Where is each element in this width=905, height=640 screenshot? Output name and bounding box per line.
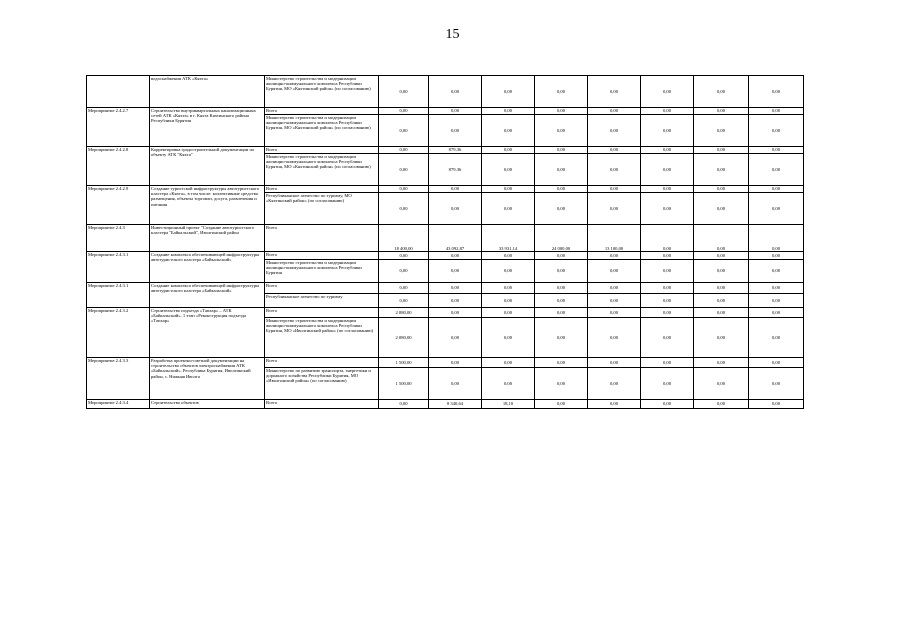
funding-source-cell: Министерство строительства и модернизации жилищно-коммунального комплекса Республики Бурятия, МО «Кяхтинский район» (по согласованию): [265, 154, 379, 186]
value-cell: 0,00: [429, 358, 482, 368]
value-cell: 0,00: [535, 294, 588, 308]
activity-name-cell: водоснабжения АТК «Кяхта»: [150, 76, 265, 108]
budget-table: [86, 75, 804, 409]
value-cell: 0,00: [694, 252, 749, 260]
value-cell: 0,00: [694, 115, 749, 147]
value-cell: 0,00: [588, 147, 641, 154]
value-cell: 0,00: [588, 260, 641, 283]
value-cell: 0,00: [535, 186, 588, 193]
activity-name-cell: Инвестиционный проект "Создание автотуристского кластера "Байкальский", Иволгинский район: [150, 225, 265, 252]
value-cell: 0,00: [429, 260, 482, 283]
value-cell: 0,00: [429, 252, 482, 260]
funding-source-cell: Республиканское агентство по туризму, МО «Кяхтинский район» (по согласованию): [265, 193, 379, 225]
value-cell: 0,00: [749, 318, 804, 358]
value-cell: 0,00: [641, 358, 694, 368]
value-cell: 0,00: [588, 193, 641, 225]
value-cell: 0,00: [379, 115, 429, 147]
value-cell: 0,00: [379, 294, 429, 308]
value-cell: 0,00: [429, 186, 482, 193]
funding-source-cell: Министерство строительства и модернизации жилищно-коммунального комплекса Республики Бурятия: [265, 260, 379, 283]
value-cell: 0,00: [694, 358, 749, 368]
page-number: 15: [445, 27, 460, 42]
value-cell: 0,00: [694, 76, 749, 108]
value-cell: 0,00: [429, 308, 482, 318]
value-cell: 0,00: [588, 400, 641, 409]
value-cell: 0,00: [535, 76, 588, 108]
value-cell: 0,00: [641, 76, 694, 108]
activity-code-cell: Мероприятие 2.4.3.3: [87, 358, 150, 400]
value-cell: 0,00: [379, 252, 429, 260]
value-cell: 0,00: [749, 252, 804, 260]
funding-source-cell: Всего: [265, 283, 379, 294]
funding-source-cell: Министерство по развитию транспорта, энергетики и дорожного хозяйства Республики Бурятия, МО «Иволгинский район» (по согласованию): [265, 368, 379, 400]
value-cell: 0,00: [641, 308, 694, 318]
value-cell: 0,00: [749, 225, 804, 252]
table-row: [87, 108, 804, 115]
value-cell: 0,00: [749, 368, 804, 400]
value-cell: 0,00: [749, 283, 804, 294]
value-cell: 0,00: [588, 252, 641, 260]
table-row: [87, 358, 804, 368]
funding-source-cell: Министерство строительства и модернизации жилищно-коммунального комплекса Республики Бурятия, МО «Кяхтинский район» (по согласованию): [265, 115, 379, 147]
activity-code-cell: Мероприятие 2.4.3.1: [87, 283, 150, 308]
value-cell: 43 092,87: [429, 225, 482, 252]
value-cell: 0,00: [535, 308, 588, 318]
value-cell: 0,00: [694, 193, 749, 225]
value-cell: 0,00: [694, 368, 749, 400]
table-row: [87, 283, 804, 294]
value-cell: 0,00: [482, 294, 535, 308]
value-cell: 0,00: [482, 318, 535, 358]
value-cell: 0,00: [694, 260, 749, 283]
value-cell: 0,00: [429, 108, 482, 115]
value-cell: 8 340,64: [429, 400, 482, 409]
activity-code-cell: Мероприятие 2.4.3.1: [87, 252, 150, 283]
value-cell: 2 080,00: [379, 308, 429, 318]
value-cell: 0,00: [749, 400, 804, 409]
value-cell: 0,00: [379, 154, 429, 186]
funding-source-cell: Всего: [265, 358, 379, 368]
value-cell: 0,00: [641, 368, 694, 400]
value-cell: 0,00: [535, 260, 588, 283]
value-cell: 0,00: [535, 318, 588, 358]
value-cell: 0,00: [429, 294, 482, 308]
value-cell: 0,00: [482, 358, 535, 368]
activity-code-cell: Мероприятие 2.4.3.4: [87, 400, 150, 409]
value-cell: 0,00: [641, 108, 694, 115]
funding-source-cell: Всего: [265, 252, 379, 260]
value-cell: 0,00: [482, 76, 535, 108]
value-cell: 0,00: [749, 147, 804, 154]
activity-code-cell: [87, 76, 150, 108]
activity-name-cell: Корректировка градостроительной документации по объекту АТК "Кяхта": [150, 147, 265, 186]
value-cell: 0,00: [588, 186, 641, 193]
value-cell: 0,00: [588, 283, 641, 294]
value-cell: 0,00: [588, 308, 641, 318]
value-cell: 0,00: [429, 76, 482, 108]
value-cell: 0,00: [588, 358, 641, 368]
activity-code-cell: Мероприятие 2.4.2.9: [87, 186, 150, 225]
table-row: [87, 252, 804, 260]
value-cell: 0,00: [588, 294, 641, 308]
value-cell: 0,00: [379, 193, 429, 225]
value-cell: 0,00: [429, 368, 482, 400]
value-cell: 0,00: [749, 358, 804, 368]
value-cell: 0,00: [379, 76, 429, 108]
value-cell: 0,00: [694, 147, 749, 154]
funding-source-cell: Всего: [265, 186, 379, 193]
activity-name-cell: Создание комплекса обеспечивающей инфраструктуры автотуристского кластера «Байкальский»: [150, 283, 265, 308]
value-cell: 0,00: [588, 108, 641, 115]
value-cell: 0,00: [749, 193, 804, 225]
value-cell: 0,00: [482, 308, 535, 318]
value-cell: 0,00: [694, 225, 749, 252]
activity-code-cell: Мероприятие 2.4.2.7: [87, 108, 150, 147]
value-cell: 0,00: [482, 368, 535, 400]
value-cell: 0,00: [379, 108, 429, 115]
value-cell: 18 400,00: [379, 225, 429, 252]
value-cell: 0,00: [588, 154, 641, 186]
value-cell: 0,00: [535, 400, 588, 409]
value-cell: 0,00: [588, 318, 641, 358]
activity-name-cell: Создание туристской инфраструктуры автотуристского кластера «Кяхта», в том числе: коллективные средства размещения, объекты торговли, досуга, развлечения и питания: [150, 186, 265, 225]
value-cell: 0,00: [641, 318, 694, 358]
value-cell: 0,00: [535, 154, 588, 186]
value-cell: 0,00: [588, 368, 641, 400]
value-cell: 0,00: [379, 260, 429, 283]
value-cell: 18,10: [482, 400, 535, 409]
value-cell: 0,00: [535, 252, 588, 260]
value-cell: 0,00: [379, 147, 429, 154]
value-cell: 0,00: [429, 115, 482, 147]
value-cell: 0,00: [641, 147, 694, 154]
value-cell: 13 100,00: [588, 225, 641, 252]
value-cell: 0,00: [749, 260, 804, 283]
value-cell: 879,36: [429, 147, 482, 154]
value-cell: 0,00: [694, 283, 749, 294]
funding-source-cell: Республиканское агентство по туризму: [265, 294, 379, 308]
value-cell: 0,00: [641, 154, 694, 186]
value-cell: 0,00: [749, 115, 804, 147]
value-cell: 0,00: [535, 358, 588, 368]
activity-name-cell: Создание комплекса обеспечивающей инфраструктуры автотуристского кластера «Байкальский»: [150, 252, 265, 283]
value-cell: 0,00: [641, 252, 694, 260]
value-cell: 0,00: [641, 115, 694, 147]
activity-code-cell: Мероприятие 2.4.3: [87, 225, 150, 252]
value-cell: 1 500,00: [379, 368, 429, 400]
value-cell: 0,00: [482, 186, 535, 193]
activity-code-cell: Мероприятие 2.4.3.2: [87, 308, 150, 358]
value-cell: 0,00: [694, 186, 749, 193]
activity-name-cell: Строительство подъезда «Тапхар» – АТК «Байкальский», 1 этап «Реконструкция подъезда «Тапхар»: [150, 308, 265, 358]
activity-name-cell: Строительство внутриквартальных канализационных сетей АТК «Кяхта» в г. Кяхта Кяхтинского района Республики Бурятия: [150, 108, 265, 147]
value-cell: 0,00: [482, 108, 535, 115]
value-cell: 0,00: [694, 318, 749, 358]
value-cell: 879,36: [429, 154, 482, 186]
value-cell: 0,00: [749, 154, 804, 186]
table-row: [87, 147, 804, 154]
value-cell: 0,00: [482, 252, 535, 260]
value-cell: 0,00: [694, 400, 749, 409]
value-cell: 0,00: [535, 115, 588, 147]
value-cell: 2 080,00: [379, 318, 429, 358]
value-cell: 0,00: [482, 115, 535, 147]
value-cell: 0,00: [535, 283, 588, 294]
value-cell: 0,00: [535, 193, 588, 225]
value-cell: 33 931,14: [482, 225, 535, 252]
value-cell: 0,00: [641, 225, 694, 252]
table-row: [87, 76, 804, 108]
value-cell: 0,00: [694, 154, 749, 186]
value-cell: 0,00: [641, 283, 694, 294]
value-cell: 0,00: [694, 108, 749, 115]
value-cell: 0,00: [588, 76, 641, 108]
value-cell: 0,00: [429, 193, 482, 225]
value-cell: 0,00: [641, 400, 694, 409]
value-cell: 0,00: [749, 308, 804, 318]
value-cell: 1 500,00: [379, 358, 429, 368]
activity-name-cell: Разработка проектно-сметной документации на строительство объектов электроснабжения АТК «Байкальский», Республика Бурятия, Иволгинский район, с. Нижняя Иволга: [150, 358, 265, 400]
value-cell: 0,00: [535, 368, 588, 400]
funding-source-cell: Всего: [265, 308, 379, 318]
table-row: [87, 400, 804, 409]
value-cell: 24 000,00: [535, 225, 588, 252]
value-cell: 0,00: [535, 108, 588, 115]
value-cell: 0,00: [641, 260, 694, 283]
value-cell: 0,00: [482, 283, 535, 294]
value-cell: 0,00: [694, 308, 749, 318]
table-row: [87, 308, 804, 318]
value-cell: 0,00: [482, 193, 535, 225]
value-cell: 0,00: [429, 318, 482, 358]
value-cell: 0,00: [749, 186, 804, 193]
funding-source-cell: Всего: [265, 400, 379, 409]
value-cell: 0,00: [749, 108, 804, 115]
value-cell: 0,00: [379, 283, 429, 294]
funding-source-cell: Министерство строительства и модернизации жилищно-коммунального комплекса Республики Бурятия, МО «Иволгинский район» (по согласованию): [265, 318, 379, 358]
value-cell: 0,00: [482, 154, 535, 186]
value-cell: 0,00: [641, 186, 694, 193]
funding-source-cell: Всего: [265, 147, 379, 154]
activity-name-cell: Строительство объектов: [150, 400, 265, 409]
value-cell: 0,00: [535, 147, 588, 154]
value-cell: 0,00: [749, 294, 804, 308]
value-cell: 0,00: [379, 400, 429, 409]
value-cell: 0,00: [641, 193, 694, 225]
table-row: [87, 225, 804, 252]
value-cell: 0,00: [749, 76, 804, 108]
value-cell: 0,00: [429, 283, 482, 294]
funding-source-cell: Министерство строительства и модернизации жилищно-коммунального комплекса Республики Бурятия, МО «Кяхтинский район» (по согласованию): [265, 76, 379, 108]
value-cell: 0,00: [694, 294, 749, 308]
activity-code-cell: Мероприятие 2.4.2.8: [87, 147, 150, 186]
table-row: [87, 186, 804, 193]
value-cell: 0,00: [482, 147, 535, 154]
value-cell: 0,00: [482, 260, 535, 283]
funding-source-cell: Всего: [265, 108, 379, 115]
funding-source-cell: Всего: [265, 225, 379, 252]
value-cell: 0,00: [379, 186, 429, 193]
value-cell: 0,00: [588, 115, 641, 147]
value-cell: 0,00: [641, 294, 694, 308]
